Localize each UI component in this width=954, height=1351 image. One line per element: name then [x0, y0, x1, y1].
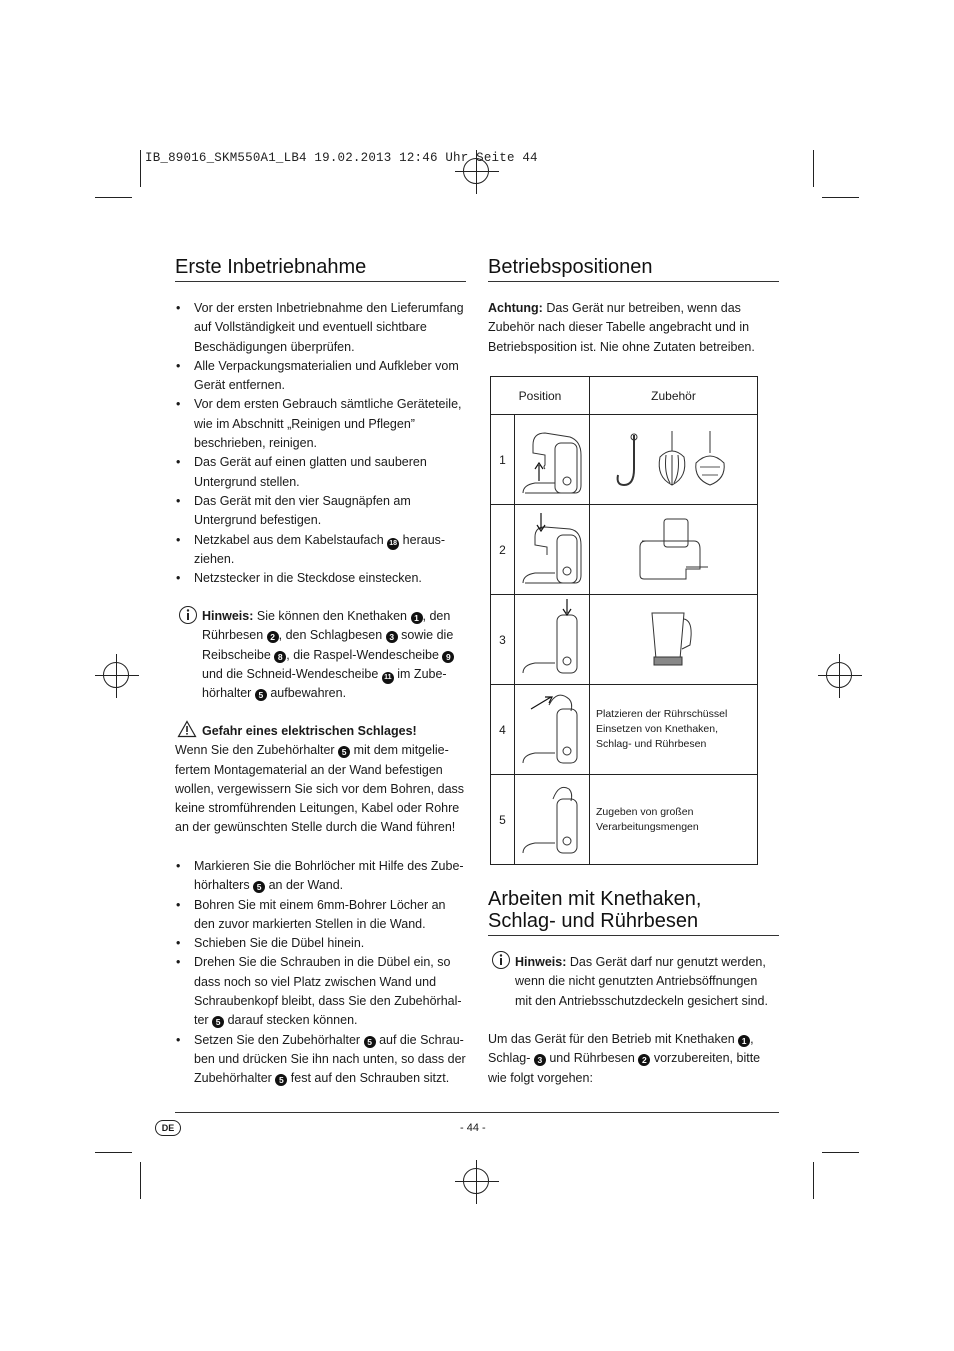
- list-item: • Das Gerät mit den vier Saugnäpfen am Untergrund befestigen.: [175, 492, 467, 531]
- list-item: • Schieben Sie die Dübel hinein.: [175, 934, 467, 953]
- mixer-position-illustration: [515, 685, 590, 775]
- title-rule-left: [175, 281, 466, 282]
- registration-mark-bottom: [455, 1160, 499, 1204]
- position-number: 1: [491, 415, 515, 505]
- section-title-first-use: Erste Inbetriebnahme: [175, 256, 367, 278]
- accessory-illustration-hooks: [590, 415, 758, 505]
- page-number: - 44 -: [460, 1122, 486, 1134]
- list-item: • Vor dem ersten Gebrauch sämtliche Geräteteile, wie im Abschnitt „Reinigen und Pflegen” beschrieben, reinigen.: [175, 395, 467, 453]
- list-item: • Vor der ersten Inbetriebnahme den Lieferumfang auf Vollständigkeit und eventuell sichtbare Beschädigungen überprüfen.: [175, 299, 467, 357]
- operating-positions-table: [490, 376, 758, 865]
- position-number: 5: [491, 775, 515, 865]
- position-number: 2: [491, 505, 515, 595]
- position-note: Platzieren der Rührschüssel Einsetzen von Knethaken, Schlag- und Rührbesen: [590, 685, 758, 775]
- registration-mark-right: [818, 654, 862, 698]
- table-row: [491, 595, 758, 685]
- list-item: • Bohren Sie mit einem 6mm-Bohrer Löcher an den zuvor markierten Stellen in die Wand.: [175, 896, 467, 935]
- part-number-badge: 18: [387, 538, 399, 550]
- list-item: • Netzstecker in die Steckdose einstecken.: [175, 569, 467, 588]
- position-number: 3: [491, 595, 515, 685]
- registration-mark-left: [95, 654, 139, 698]
- warning-block: Gefahr eines elektrischen Schlages! Wenn Sie den Zubehörhalter 5 mit dem mitgelie-fertem Montagematerial an der Wand befestigen wollen, vergewissern Sie sich vor dem Bohren, dass keine stromführenden Leitungen, Kabel oder Rohre an der gewünschten Stelle durch die Wand führen!: [175, 724, 465, 835]
- accessory-illustration-blender: [590, 595, 758, 685]
- section-title-operating-positions: Betriebspositionen: [488, 256, 653, 278]
- table-row: [491, 685, 758, 775]
- hint-drive-covers: Hinweis: Das Gerät darf nur genutzt werden, wenn die nicht genutzten Antriebsöffnungen mit den Antriebsschutzdeckeln gesichert sind.: [515, 955, 768, 1008]
- table-row: [491, 775, 758, 865]
- info-icon: [177, 605, 199, 625]
- hint-label: Hinweis:: [202, 609, 254, 623]
- footer-rule: [175, 1112, 779, 1113]
- table-row: [491, 505, 758, 595]
- position-note: Zugeben von großen Verarbeitungsmengen: [590, 775, 758, 865]
- list-item: • Drehen Sie die Schrauben in die Dübel ein, so dass noch so viel Platz zwischen Wand und Schraubenkopf bleibt, dass Sie den Zubehörhal-ter 5 darauf stecken können.: [175, 953, 467, 1030]
- accessory-illustration-slicer: [590, 505, 758, 595]
- first-use-steps: [175, 299, 467, 588]
- info-icon: [490, 950, 512, 970]
- mixer-position-illustration: [515, 775, 590, 865]
- print-slug: IB_89016_SKM550A1_LB4 19.02.2013 12:46 Uhr Seite 44: [145, 151, 538, 165]
- title-rule-right-2: [488, 935, 779, 936]
- mixer-position-illustration: [515, 595, 590, 685]
- attention-note: Achtung: Das Gerät nur betreiben, wenn das Zubehör nach dieser Tabelle angebracht und in Betriebsposition ist. Nie ohne Zutaten betreiben.: [488, 301, 755, 354]
- list-item: • Markieren Sie die Bohrlöcher mit Hilfe des Zube-hörhalters 5 an der Wand.: [175, 857, 467, 896]
- mixer-position-illustration: [515, 505, 590, 595]
- language-badge: DE: [155, 1120, 181, 1136]
- list-item: • Alle Verpackungsmaterialien und Aufkleber vom Gerät entfernen.: [175, 357, 467, 396]
- warning-title: Gefahr eines elektrischen Schlages!: [202, 724, 417, 738]
- list-item: • Das Gerät auf einen glatten und sauberen Untergrund stellen.: [175, 453, 467, 492]
- table-row: [491, 415, 758, 505]
- section-title-hooks-beaters: Arbeiten mit Knethaken, Schlag- und Rührbesen: [488, 888, 702, 932]
- preparation-intro: Um das Gerät für den Betrieb mit Knethaken 1 , Schlag- 3 und Rührbesen 2 vorzubereiten, bitte wie folgt vorgehen:: [488, 1032, 761, 1085]
- title-rule-right: [488, 281, 779, 282]
- hint-storage: Hinweis: Sie können den Knethaken 1 , den Rührbesen 2 , den Schlagbesen 3 sowie die Reibscheibe 8 , die Raspel-Wendescheibe 9 und die Schneid-Wendescheibe 11 im Zube-hörhalter 5 aufbewahren.: [202, 609, 454, 701]
- list-item: • Netzkabel aus dem Kabelstaufach 18 heraus-ziehen.: [175, 531, 467, 570]
- mixer-position-illustration: [515, 415, 590, 505]
- list-item: • Setzen Sie den Zubehörhalter 5 auf die Schrau-ben und drücken Sie ihn nach unten, so dass der Zubehörhalter 5 fest auf den Schrauben sitzt.: [175, 1031, 467, 1089]
- column-header-position: Position: [491, 377, 590, 415]
- mounting-steps: [175, 857, 467, 1089]
- column-header-accessory: Zubehör: [590, 377, 758, 415]
- position-number: 4: [491, 685, 515, 775]
